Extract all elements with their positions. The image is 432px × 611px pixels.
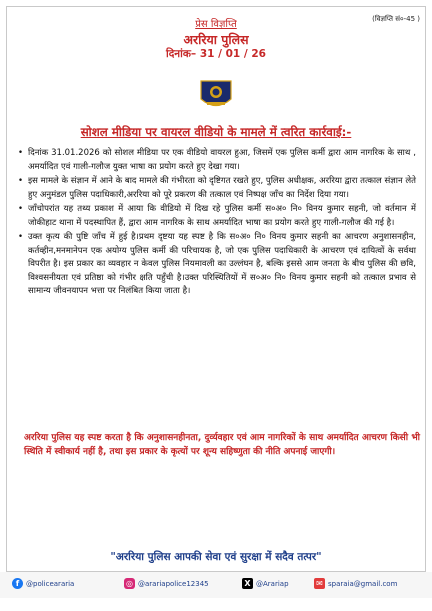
bullet-icon: • [18,232,24,242]
mail-icon: ✉ [314,578,325,589]
list-item: • उक्त कृत्य की पुष्टि जाँच में हुई है।प्रथम दृष्टया यह स्पष्ट है कि स०अ० नि० विनय कुमार सहनी का आचरण अनुशासनहीन, कर्तव्हीन,मनमानेपन एक अयोग्य पुलिस कर्मी की परिचायक है, जो एक पुलिस पदाधिकारी के आचरण एवं दायित्वों के सर्वथा विपरीत है। इस प्रकार का व्यवहार न केवल पुलिस नियमावली का उल्लंघन है, बल्कि इससे आम जनता के बीच पुलिस की छवि, विश्वसनीयता एवं प्रतिष्ठा को गंभीर क्षति पहुँची है।उक्त परिस्थितियों में स०अ० नि० विनय कुमार सहनी को तत्काल प्रभाव से सामान्य जीवनयापन भत्ता पर निलंबित किया जाता है। [18,232,416,296]
list-item: • दिनांक 31.01.2026 को सोशल मीडिया पर एक वीडियो वायरल हुआ, जिसमें एक पुलिस कर्मी द्वारा आम नागरिक के साथ , अमर्यादित एवं गाली-गलौज युक्त भाषा का प्रयोग करते हुए देखा गया। [18,148,416,172]
bullet-icon: • [18,204,24,214]
press-release-heading: प्रेस विज्ञप्ति [195,19,237,30]
instagram-link[interactable]: ◎ @arariapolice12345 [126,579,209,588]
office-name: अररिया पुलिस [183,32,249,47]
bullet-icon: • [18,176,24,186]
police-slogan: "अररिया पुलिस आपकी सेवा एवं सुरक्षा में सदैव तत्पर" [110,551,322,563]
facebook-link[interactable]: f @policeararia [12,578,74,589]
facebook-icon: f [12,578,23,589]
police-statement: अररिया पुलिस यह स्पष्ट करता है कि अनुशासनहीनता, दुर्व्यवहार एवं आम नागरिकों के साथ अमर्यादित आचरण किसी भी स्थिति में स्वीकार्य नहीं है, तथा इस प्रकार के कृत्यों पर शून्य सहिष्णुता की नीति अपनाई जाएगी। [24,433,420,457]
x-icon: X [242,578,253,589]
bullet-icon: • [18,148,24,158]
x-link[interactable]: X @Arariap [242,578,289,589]
release-number: (विज्ञप्ति सं०-45 ) [372,15,420,23]
email-link[interactable]: ✉ sparaia@gmail.com [314,578,397,589]
release-date: दिनांक– 31 / 01 / 26 [166,48,266,60]
list-item: • जाँचोपरांत यह तथ्य प्रकाश में आया कि वीडियो में दिख रहे पुलिस कर्मी स०अ० नि० विनय कुमार सहनी, जो वर्तमान में जोकीहाट थाना में पदस्थापित हैं, द्वारा आम नागरिक के साथ अमर्यादित भाषा का प्रयोग करते हुए गाली-गलौज की गई है। [18,204,416,228]
points-list [18,147,416,300]
release-title: सोशल मीडिया पर वायरल वीडियो के मामले में त्वरित कार्रवाई:- [80,125,352,139]
list-item: • इस मामले के संज्ञान में आने के बाद मामले की गंभीरता को दृष्टिगत रखते हुए, पुलिस अधीक्षक, अररिया द्वारा तत्काल संज्ञान लेते हुए अनुमंडल पुलिस पदाधिकारी,अररिया को पूरे प्रकरण की तत्काल एवं निष्पक्ष जाँच का निर्देश दिया गया। [18,176,416,200]
social-footer [0,572,432,598]
bihar-police-emblem [199,79,233,111]
instagram-icon: ◎ [124,578,135,589]
